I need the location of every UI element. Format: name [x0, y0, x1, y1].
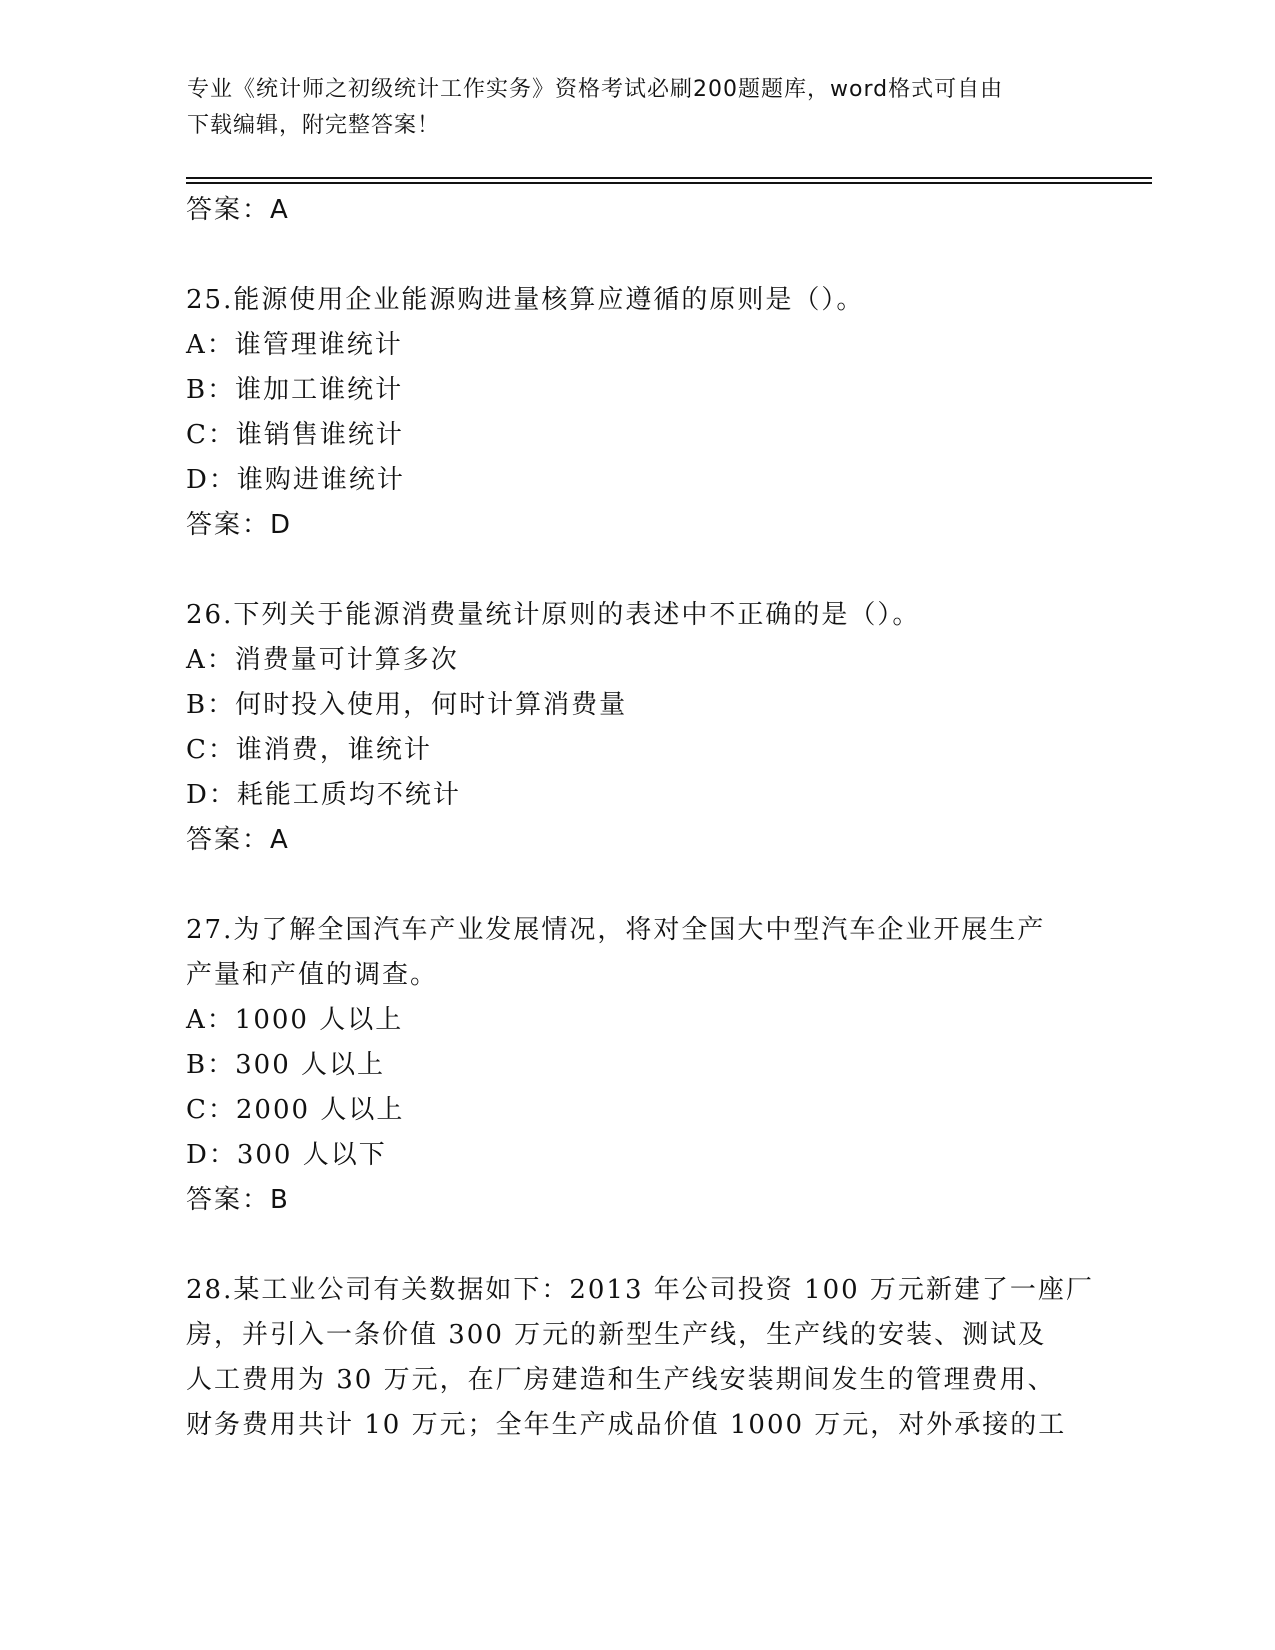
question-stem-line-1: 28.某工业公司有关数据如下：2013 年公司投资 100 万元新建了一座厂 — [186, 1275, 1094, 1305]
question-stem-line-2: 房，并引入一条价值 300 万元的新型生产线，生产线的安装、测试及 — [186, 1320, 1047, 1350]
question-27 — [186, 908, 1086, 1223]
option-d: D：耗能工质均不统计 — [186, 780, 461, 810]
option-c: C：谁销售谁统计 — [186, 420, 404, 450]
option-a: A：谁管理谁统计 — [186, 330, 403, 360]
question-26 — [186, 593, 1086, 863]
option-c: C：谁消费，谁统计 — [186, 735, 432, 765]
option-a: A：消费量可计算多次 — [186, 645, 459, 675]
option-d: D：谁购进谁统计 — [186, 465, 405, 495]
question-stem: 26.下列关于能源消费量统计原则的表述中不正确的是（）。 — [186, 600, 921, 630]
document-header — [187, 72, 1067, 144]
document-body — [186, 188, 1094, 1448]
question-stem-line-2: 产量和产值的调查。 — [186, 960, 439, 990]
option-b: B：谁加工谁统计 — [186, 375, 404, 405]
option-b: B：300 人以上 — [186, 1050, 385, 1080]
answer: 答案：A — [186, 825, 290, 855]
option-a: A：1000 人以上 — [186, 1005, 404, 1035]
previous-answer: 答案：A — [186, 195, 290, 225]
option-c: C：2000 人以上 — [186, 1095, 405, 1125]
header-line-2: 下载编辑，附完整答案！ — [187, 113, 441, 138]
question-25 — [186, 278, 1086, 548]
option-d: D：300 人以下 — [186, 1140, 387, 1170]
header-line-1: 专业《统计师之初级统计工作实务》资格考试必刷200题题库，word格式可自由 — [187, 77, 1004, 102]
answer: 答案：B — [186, 1185, 290, 1215]
question-28 — [186, 1268, 1094, 1448]
question-stem-line-3: 人工费用为 30 万元，在厂房建造和生产线安装期间发生的管理费用、 — [186, 1365, 1056, 1395]
question-stem-line-4: 财务费用共计 10 万元；全年生产成品价值 1000 万元，对外承接的工 — [186, 1410, 1067, 1440]
answer: 答案：D — [186, 510, 293, 540]
question-stem-line-1: 27.为了解全国汽车产业发展情况，将对全国大中型汽车企业开展生产 — [186, 915, 1046, 945]
header-divider-top — [186, 177, 1152, 179]
option-b: B：何时投入使用，何时计算消费量 — [186, 690, 628, 720]
question-stem: 25.能源使用企业能源购进量核算应遵循的原则是（）。 — [186, 285, 865, 315]
header-divider-bottom — [186, 182, 1152, 184]
